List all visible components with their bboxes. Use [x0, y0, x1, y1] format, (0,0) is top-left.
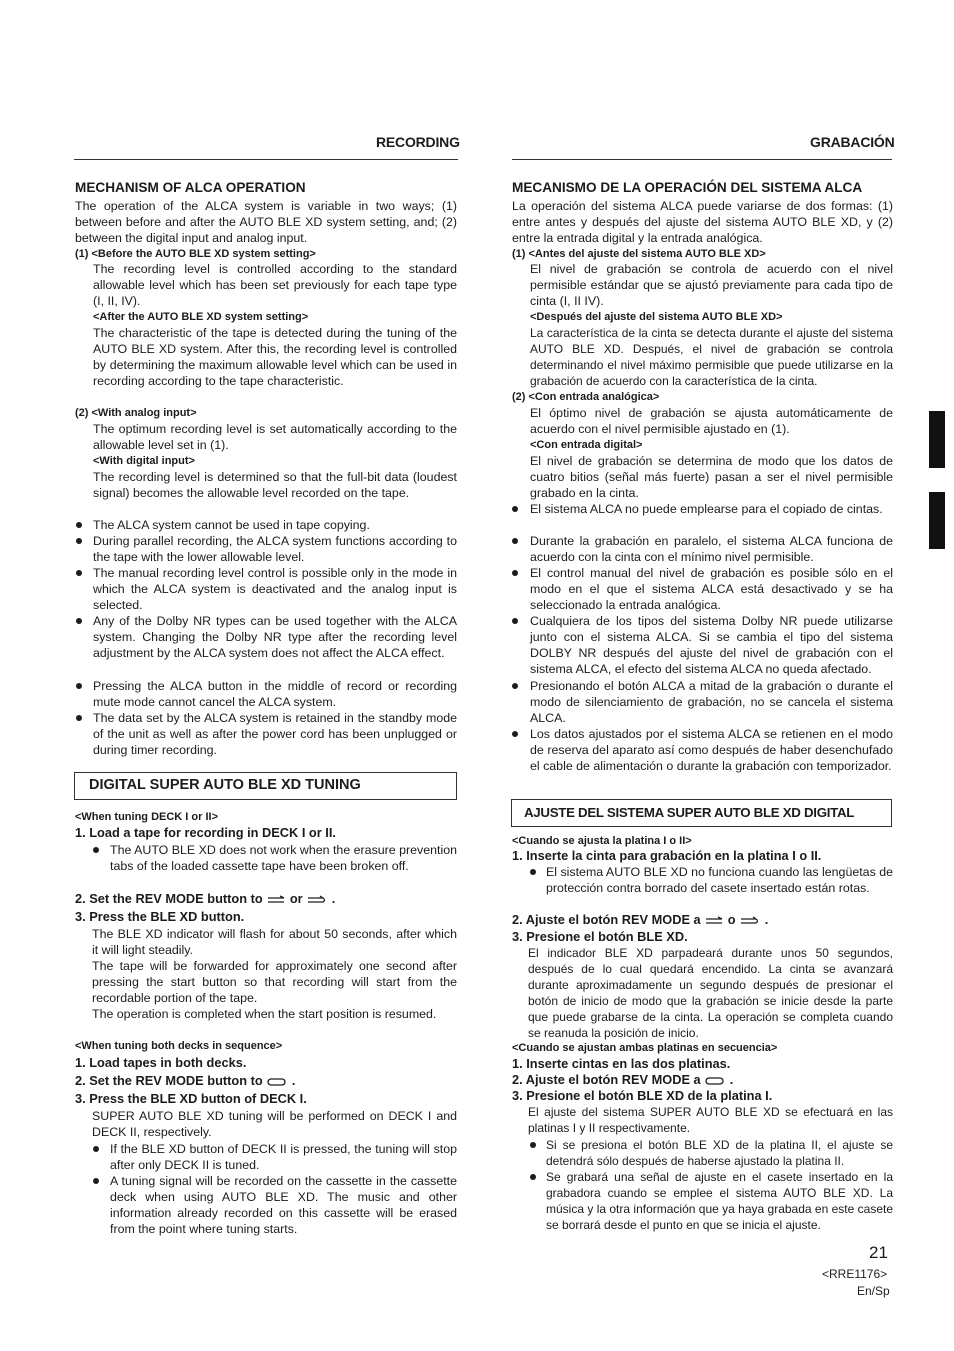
bullet-text: Any of the Dolby NR types can be used together with the ALCA system. Changing the Dolby NR type after the recording level adjustment by the ALCA system does not affect the ALCA effect.	[93, 614, 457, 660]
tuning-box-title-es: AJUSTE DEL SISTEMA SUPER AUTO BLE XD DIGITAL	[524, 805, 855, 820]
bullet-dot	[512, 538, 518, 544]
bullet-dot	[530, 1174, 536, 1180]
tuning-box-title: DIGITAL SUPER AUTO BLE XD TUNING	[89, 777, 361, 793]
edge-tab-marker	[929, 411, 945, 468]
bullet-text: The manual recording level control is possible only in the mode in which the ALCA system is deactivated and the analog input is selected.	[93, 566, 457, 612]
t2-step3: 3. Press the BLE XD button of DECK I.	[75, 1091, 307, 1106]
s2-label: (2) <With analog input>	[75, 407, 197, 419]
tuning1-label-es: <Cuando se ajusta la platina I o II>	[512, 835, 692, 847]
bullet-dot	[512, 731, 518, 737]
bullet-dot	[76, 570, 82, 576]
s2b-text: The recording level is determined so that the full-bit data (loudest signal) becomes the allowable level recorded on the tape.	[93, 470, 457, 500]
t1-step2-text: 2. Set the REV MODE button to	[75, 891, 263, 906]
t1-step3-es: 3. Presione el botón BLE XD.	[512, 929, 688, 944]
bullet-dot	[76, 538, 82, 544]
t1-step3: 3. Press the BLE XD button.	[75, 909, 245, 924]
bullet-text-es: El control manual del nivel de grabación es posible sólo en el modo en el que el sistema ALCA está desactivado y se ha seleccionado la entrada analógica.	[530, 566, 893, 612]
bullet-dot	[530, 869, 536, 875]
t2-step1: 1. Load tapes in both decks.	[75, 1055, 247, 1070]
t1-step1-es: 1. Inserte la cinta para grabación en la platina I o II.	[512, 848, 822, 863]
rev-mode-one-way-icon	[704, 916, 724, 926]
tuning2-label-es: <Cuando se ajustan ambas platinas en secuencia>	[512, 1042, 778, 1054]
s2b-label-es: <Con entrada digital>	[530, 439, 643, 451]
t2-bullet-es: Si se presiona el botón BLE XD de la platina II, el ajuste se detendrá sólo después de haberse ajustado la platina II.	[546, 1138, 893, 1168]
t1-step1-bullet: The AUTO BLE XD does not work when the erasure prevention tabs of the loaded cassette tape have been broken off.	[110, 843, 457, 873]
mech-intro: The operation of the ALCA system is variable in two ways; (1) between before and after the AUTO BLE XD system setting, and; (2) between the digital input and analog input.	[75, 199, 457, 245]
bullet-dot	[93, 1178, 99, 1184]
edge-tab-marker	[929, 492, 945, 549]
mech-title-es: MECANISMO DE LA OPERACIÓN DEL SISTEMA ALCA	[512, 180, 863, 195]
rev-mode-relay-icon	[266, 1077, 288, 1087]
t1-step2: 2. Set the REV MODE button to or .	[75, 891, 336, 906]
bullet-dot	[530, 1142, 536, 1148]
t1-step2-or-es: o	[727, 912, 736, 927]
t1-step2-es: 2. Ajuste el botón REV MODE a o .	[512, 912, 769, 927]
s2b-text-es: El nivel de grabación se determina de modo que los datos de cuatro bitios (señal más fuerte) pasan a ser el nivel permisible grabado en la cinta.	[530, 454, 893, 500]
bullet-text: The data set by the ALCA system is retained in the standby mode of the unit as well as after the power cord has been unplugged or during timer recording.	[93, 711, 457, 757]
s2-label-es: (2) <Con entrada analógica>	[512, 391, 660, 403]
t1-step2-or: or	[289, 891, 303, 906]
t1-step1-bullet-es: El sistema AUTO BLE XD no funciona cuando las lengüetas de protección contra borrado del casete insertado están rotas.	[546, 865, 893, 895]
s1-label-es: (1) <Antes del ajuste del sistema AUTO BLE XD>	[512, 248, 766, 260]
bullet-text: Pressing the ALCA button in the middle of record or recording mute mode cannot cancel the ALCA system.	[93, 679, 457, 709]
header-grabacion: GRABACIÓN	[810, 134, 895, 150]
s1b-label: <After the AUTO BLE XD system setting>	[93, 311, 309, 323]
t2-step2-es: 2. Ajuste el botón REV MODE a .	[512, 1072, 734, 1087]
bullet-dot	[93, 1146, 99, 1152]
s1-label: (1) <Before the AUTO BLE XD system setting>	[75, 248, 316, 260]
s2-text: The optimum recording level is set automatically according to the allowable level set in (1).	[93, 422, 457, 452]
mech-intro-es: La operación del sistema ALCA puede variarse de dos formas: (1) entre antes y después del ajuste del sistema AUTO BLE XD, y (2) entre la entrada digital y la entrada analógica.	[512, 199, 893, 245]
s2b-label: <With digital input>	[93, 455, 195, 467]
s1b-text-es: La característica de la cinta se detecta durante el ajuste del sistema AUTO BLE XD. Después, el nivel de grabación se controla determinando el nivel máximo permisible que puede utilizarse en la grabación de acuerdo con la característica de la cinta.	[530, 326, 893, 388]
bullet-dot	[76, 683, 82, 689]
bullet-text-es: Presionando el botón ALCA a mitad de la grabación o durante el modo de silenciamiento de grabación, no se cancela el sistema ALCA.	[530, 679, 893, 725]
t2-step3-text: SUPER AUTO BLE XD tuning will be performed on DECK I and DECK II, respectively.	[92, 1109, 457, 1139]
s1-text: The recording level is controlled according to the standard allowable level which has been set previously for each tape type (I, II, IV).	[93, 262, 457, 308]
t2-step2: 2. Set the REV MODE button to .	[75, 1073, 296, 1088]
s2-text-es: El óptimo nivel de grabación se ajusta automáticamente de acuerdo con el nivel permisible ajustado en (1).	[530, 406, 893, 436]
t1-step2-text-es: 2. Ajuste el botón REV MODE a	[512, 912, 701, 927]
t1-step1: 1. Load a tape for recording in DECK I or II.	[75, 825, 336, 840]
s1b-label-es: <Después del ajuste del sistema AUTO BLE XD>	[530, 311, 783, 323]
rev-mode-reverse-icon	[739, 916, 761, 926]
bullet-dot	[512, 570, 518, 576]
mech-title: MECHANISM OF ALCA OPERATION	[75, 180, 306, 195]
header-rule-right	[512, 159, 892, 160]
bullet-dot	[76, 522, 82, 528]
t2-step3-es: 3. Presione el botón BLE XD de la platina I.	[512, 1088, 773, 1103]
header-rule-left	[74, 159, 458, 160]
rev-mode-reverse-icon	[306, 895, 328, 905]
tuning2-label: <When tuning both decks in sequence>	[75, 1040, 283, 1052]
bullet-dot	[76, 715, 82, 721]
rev-mode-relay-icon	[704, 1076, 726, 1086]
bullet-dot	[512, 683, 518, 689]
s1b-text: The characteristic of the tape is detected during the tuning of the AUTO BLE XD system. After this, the recording level is controlled by determining the maximum allowable level which can be used in recording according to the tape characteristic.	[93, 326, 457, 388]
t1-step3-text-es: El indicador BLE XD parpadeará durante unos 50 segundos, después de lo cual quedará encendido. La cinta se avanzará durante aproximadamente un segundo después de presionar el botón de inicio de modo que la grabación se inicie desde la parte que puede grabarse de la cinta. La operación se completa cuando se reanuda la posición de inicio.	[528, 946, 893, 1040]
bullet-dot	[76, 618, 82, 624]
bullet-dot	[512, 618, 518, 624]
t2-step2-text: 2. Set the REV MODE button to	[75, 1073, 263, 1088]
bullet-text: During parallel recording, the ALCA system functions according to the tape with the lower allowable level.	[93, 534, 457, 564]
bullet-text: The ALCA system cannot be used in tape copying.	[93, 518, 370, 532]
t2-step1-es: 1. Inserte cintas en las dos platinas.	[512, 1056, 731, 1071]
t2-step2-text-es: 2. Ajuste el botón REV MODE a	[512, 1072, 701, 1087]
t2-bullet-es: Se grabará una señal de ajuste en el casete insertado en la grabadora cuando se emplee el sistema AUTO BLE XD. La música y la otra información que ya haya grabada en este casete se borrará desde el punto en que se inicia el ajuste.	[546, 1170, 893, 1232]
t1-step3-text: The BLE XD indicator will flash for about 50 seconds, after which it will light steadily. The tape will be forwarded for approximately one second after pressing the start button so that recording will start from the recordable portion of the tape. The operation is completed when the start position is resumed.	[92, 927, 457, 1021]
s1-text-es: El nivel de grabación se controla de acuerdo con el nivel permisible estándar que se ajustó previamente para cada tipo de cinta (I, II IV).	[530, 262, 893, 308]
rev-mode-one-way-icon	[266, 895, 286, 905]
bullet-text-es: Cualquiera de los tipos del sistema Dolby NR puede utilizarse junto con el sistema ALCA. Si se cambia el tipo del sistema DOLBY NR después del ajuste del nivel de grabación con el sistema ALCA, el efecto del sistema ALCA no queda afectado.	[530, 614, 893, 676]
t2-bullet: If the BLE XD button of DECK II is pressed, the tuning will stop after only DECK II is tuned.	[110, 1142, 457, 1172]
tuning1-label: <When tuning DECK I or II>	[75, 811, 218, 823]
t2-step3-text-es: El ajuste del sistema SUPER AUTO BLE XD se efectuará en las platinas I y II respectivamente.	[528, 1105, 893, 1135]
doc-code: <RRE1176>	[822, 1267, 888, 1281]
bullet-text-es: Los datos ajustados por el sistema ALCA se retienen en el modo de reserva del aparato así como después de haber desenchufado el cable de alimentación o durante la grabación con temporizador.	[530, 727, 893, 773]
bullet-text-es: Durante la grabación en paralelo, el sistema ALCA funciona de acuerdo con la cinta con el mínimo nivel permisible.	[530, 534, 893, 564]
bullet-text-es: El sistema ALCA no puede emplearse para el copiado de cintas.	[530, 502, 883, 516]
header-recording: RECORDING	[376, 134, 460, 150]
page-number: 21	[869, 1243, 888, 1262]
bullet-dot	[93, 847, 99, 853]
t2-bullet: A tuning signal will be recorded on the cassette in the cassette deck when using AUTO BLE XD. The music and other information already recorded on this cassette will be erased from the point where tuning starts.	[110, 1174, 457, 1236]
bullet-dot	[512, 506, 518, 512]
language-code: En/Sp	[857, 1284, 890, 1298]
